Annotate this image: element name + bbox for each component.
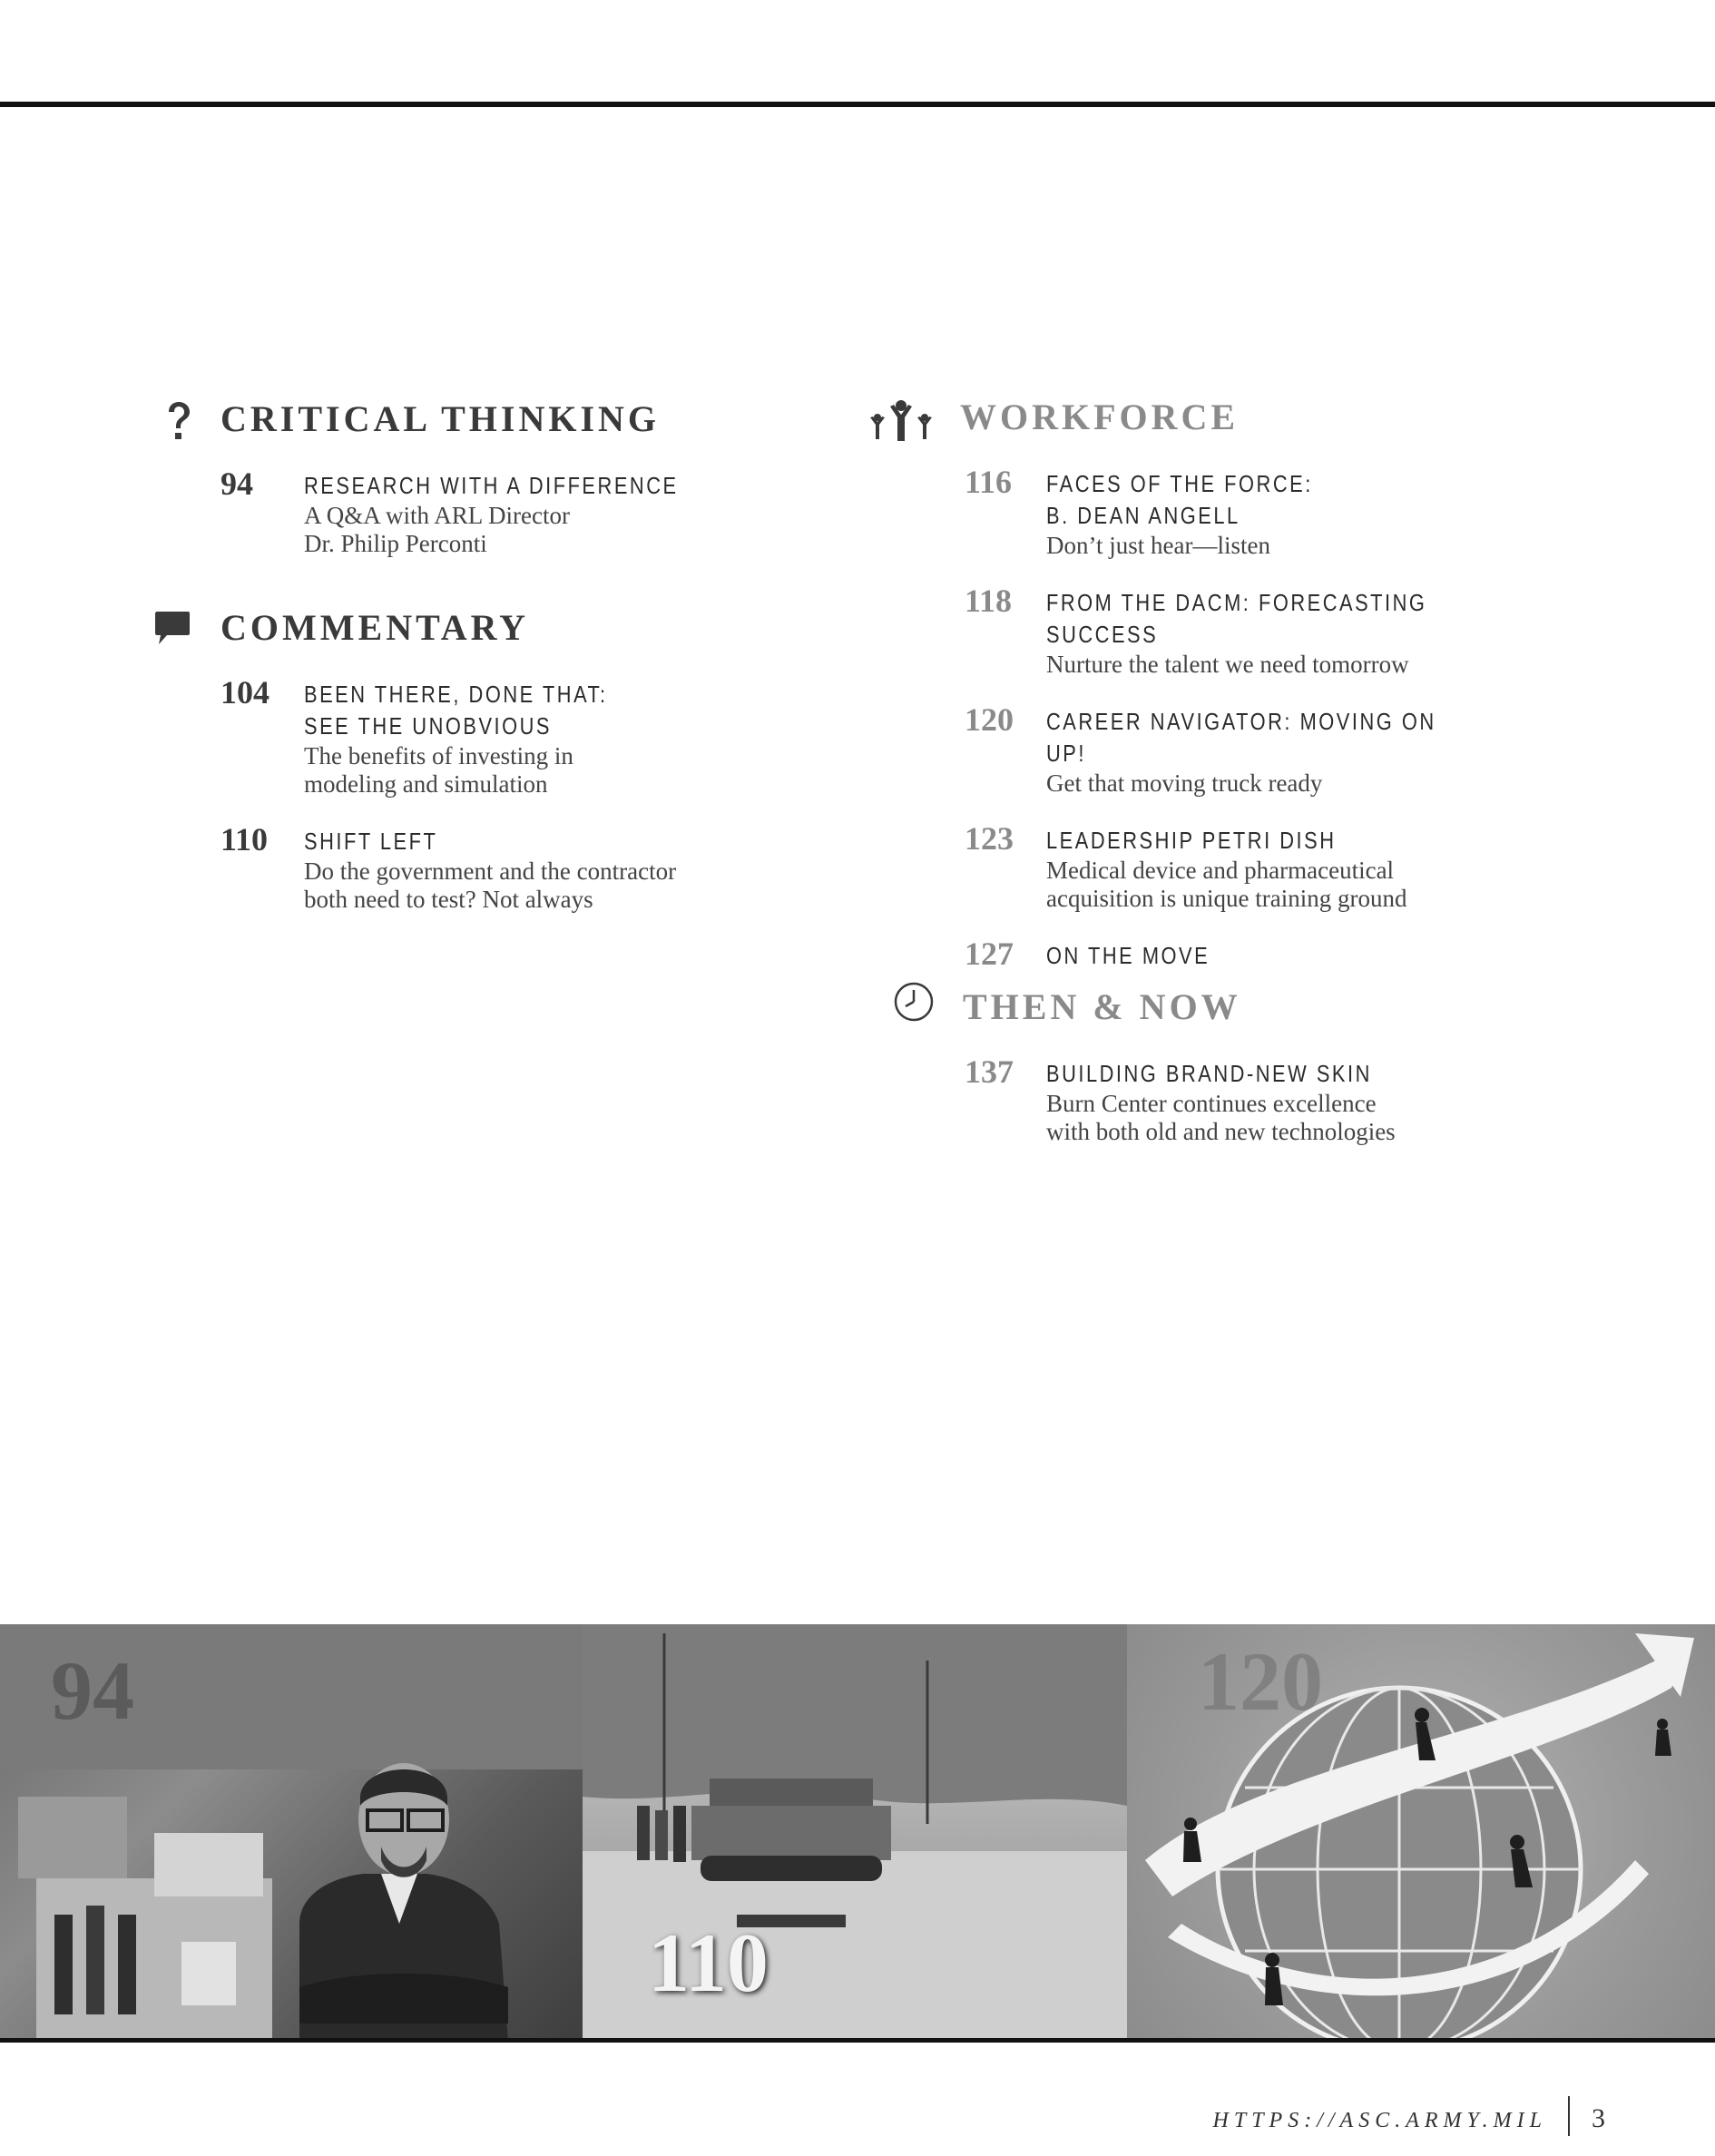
page-number: 94	[220, 466, 253, 502]
page-number: 110	[220, 821, 269, 858]
footer-divider	[1568, 2096, 1570, 2136]
section-title: COMMENTARY	[220, 607, 530, 648]
scientist-in-lab-photo[interactable]	[0, 1624, 583, 2042]
toc-entry[interactable]	[965, 936, 1554, 972]
page-number: 120	[965, 701, 1014, 738]
page-number: 104	[220, 674, 270, 710]
page-number: 137	[965, 1054, 1014, 1090]
section-commentary	[154, 601, 808, 936]
article-title: LEADERSHIP PETRI DISH	[1046, 827, 1337, 854]
section-title: CRITICAL THINKING	[220, 398, 661, 439]
section-title: THEN & NOW	[963, 986, 1241, 1027]
article-title: BUILDING BRAND-NEW SKIN	[1046, 1060, 1372, 1087]
globe-runners-illustration[interactable]	[1127, 1624, 1715, 2042]
photo-strip	[0, 1624, 1715, 2042]
article-title: BEEN THERE, DONE THAT: SEE THE UNOBVIOUS	[304, 681, 608, 740]
footer-url[interactable]: HTTPS://ASC.ARMY.MIL	[1212, 2109, 1547, 2132]
article-title: ON THE MOVE	[1046, 942, 1210, 969]
toc-entry[interactable]	[965, 464, 1554, 560]
toc-entry[interactable]	[965, 583, 1554, 679]
photo-page-label: 110	[648, 1916, 769, 2009]
armored-vehicle-desert-photo[interactable]	[583, 1624, 1127, 2042]
speech-bubble-icon	[154, 610, 191, 648]
toc-entry[interactable]	[220, 821, 812, 914]
article-description: A Q&A with ARL Director Dr. Philip Perconti	[304, 502, 570, 557]
entry-list	[965, 1054, 1554, 1173]
footer-page-number: 3	[1592, 2103, 1605, 2133]
toc-entry[interactable]	[220, 466, 812, 558]
page-number: 116	[965, 464, 1013, 500]
article-description: Medical device and pharmaceutical acquisition is unique training ground	[1046, 857, 1407, 912]
question-mark-icon	[165, 401, 192, 441]
article-description: Get that moving truck ready	[1046, 769, 1323, 797]
article-description: Burn Center continues excellence with both old and new technologies	[1046, 1090, 1396, 1145]
article-description: The benefits of investing in modeling and simulation	[304, 742, 573, 798]
toc-entry[interactable]	[220, 674, 812, 799]
section-then-and-now	[867, 980, 1611, 1161]
page-number: 127	[965, 936, 1014, 972]
article-title: SHIFT LEFT	[304, 828, 438, 855]
page-number: 118	[965, 583, 1013, 619]
photo-page-label: 120	[1198, 1635, 1323, 1728]
section-critical-thinking	[154, 392, 808, 592]
article-description: Don’t just hear—listen	[1046, 532, 1270, 559]
top-rule	[0, 102, 1715, 107]
section-title: WORKFORCE	[960, 397, 1240, 437]
article-title: FACES OF THE FORCE: B. DEAN ANGELL	[1046, 470, 1313, 529]
toc-entry[interactable]	[965, 701, 1554, 798]
entry-list	[220, 466, 812, 585]
article-description: Nurture the talent we need tomorrow	[1046, 651, 1409, 678]
people-icon	[867, 399, 936, 443]
toc-entry[interactable]	[965, 820, 1554, 913]
article-title: RESEARCH WITH A DIFFERENCE	[304, 472, 679, 499]
toc-entry[interactable]	[965, 1054, 1554, 1146]
article-description: Do the government and the contractor both need to test? Not always	[304, 858, 677, 913]
section-workforce	[867, 390, 1611, 972]
bottom-rule	[0, 2038, 1715, 2043]
photo-page-label: 94	[51, 1644, 134, 1737]
clock-icon	[893, 981, 935, 1023]
article-title: FROM THE DACM: FORECASTING SUCCESS	[1046, 589, 1427, 648]
entry-list	[220, 674, 812, 941]
article-title: CAREER NAVIGATOR: MOVING ON UP!	[1046, 708, 1436, 767]
page-number: 123	[965, 820, 1014, 857]
entry-list	[965, 464, 1554, 999]
